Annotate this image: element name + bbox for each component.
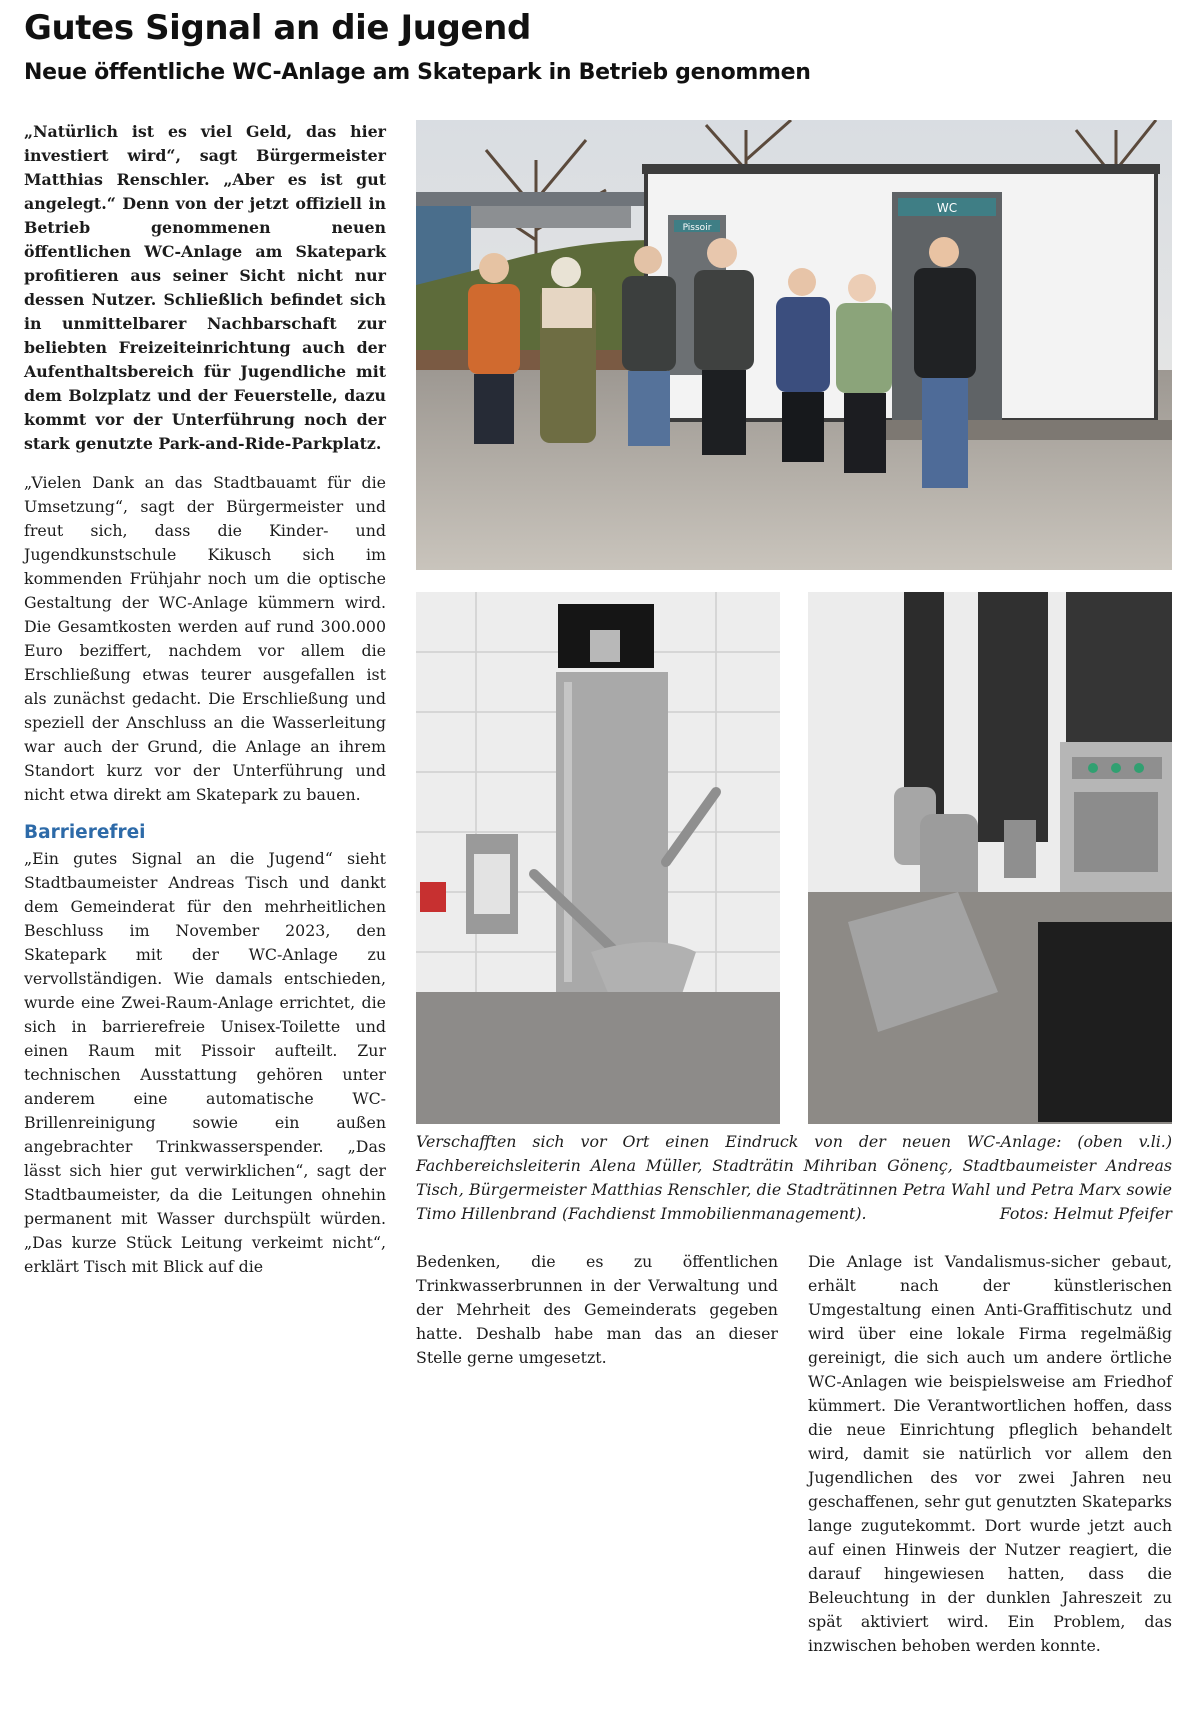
headline: Gutes Signal an die Jugend — [24, 8, 531, 48]
photo-caption — [416, 1130, 1172, 1226]
body-paragraph: Bedenken, die es zu öffentlichen Trinkwasserbrunnen in der Verwaltung und der Mehrheit des Gemeinderats gegeben hatte. Deshalb habe man das an dieser Stelle gerne umgesetzt. — [416, 1252, 778, 1367]
lead-paragraph: „Natürlich ist es viel Geld, das hier investiert wird“, sagt Bürgermeister Matthias Renschler. „Aber es ist gut angelegt.“ Denn von der jetzt offiziell in Betrieb genommenen neuen öffentlichen WC-Anlage am Skatepark profitieren aus seiner Sicht nicht nur dessen Nutzer. Schließlich befindet sich in unmittelbarer Nachbarschaft zur beliebten Freizeiteinrichtung auch der Aufenthaltsbereich für Jugendliche mit dem Bolzplatz und der Feuerstelle, dazu kommt vor der Unterführung noch der stark genutzte Park-and-Ride-Parkplatz. — [24, 122, 386, 453]
article-column-3 — [808, 1250, 1172, 1658]
body-paragraph: „Vielen Dank an das Stadtbauamt für die Umsetzung“, sagt der Bürgermeister und freut sich, dass die Kinder- und Jugendkunstschule Kikusch sich im kommenden Frühjahr noch um die optische Gestaltung der WC-Anlage kümmern wird. Die Gesamtkosten werden auf rund 300.000 Euro beziffert, nachdem vor allem die Erschließung etwas teurer ausgefallen ist als zunächst gedacht. Die Erschließung und speziell der Anschluss an die Wasserleitung war auch der Grund, die Anlage an ihrem Standort kurz vor der Unterführung und nicht etwa direkt am Skatepark zu bauen. — [24, 473, 386, 804]
photo-credit: Fotos: Helmut Pfeifer — [999, 1204, 1172, 1223]
body-paragraph: „Ein gutes Signal an die Jugend“ sieht Stadtbaumeister Andreas Tisch und dankt dem Gemeinderat für den mehrheitlichen Beschluss im November 2023, den Skatepark mit der WC-Anlage zu vervollständigen. Wie damals entschieden, wurde eine Zwei-Raum-Anlage errichtet, die sich in barrierefreie Unisex-Toilette und einen Raum mit Pissoir aufteilt. Zur technischen Ausstattung gehören unter anderem eine automatische WC-Brillenreinigung sowie ein außen angebrachter Trinkwasserspender. „Das lässt sich hier gut verwirklichen“, sagt der Stadtbaumeister, da die Leitungen ohnehin permanent mit Wasser durchspült würden. „Das kurze Stück Leitung verkeimt nicht“, erklärt Tisch mit Blick auf die — [24, 849, 386, 1276]
pissoir-photo — [808, 592, 1172, 1124]
sign-pissoir: Pissoir — [682, 223, 712, 233]
sign-wc: WC — [936, 201, 958, 215]
body-paragraph: Die Anlage ist Vandalismus-sicher gebaut, erhält nach der künstlerischen Umgestaltung einen Anti-Graffitischutz und wird über eine lokale Firma regelmäßig gereinigt, die sich auch um andere örtliche WC-Anlagen wie beispielsweise am Friedhof kümmert. Die Verantwortlichen hoffen, dass die neue Einrichtung pfleglich behandelt wird, damit sie natürlich vor allem den Jugendlichen des vor zwei Jahren neu geschaffenen, sehr gut genutzten Skateparks lange zugutekommt. Dort wurde jetzt auch auf einen Hinweis der Nutzer reagiert, die darauf hingewiesen hatten, dass die Beleuchtung in der dunklen Jahreszeit zu spät aktiviert wird. Ein Problem, das inzwischen behoben werden konnte. — [808, 1252, 1172, 1655]
toilet-photo — [416, 592, 780, 1124]
subheadline: Neue öffentliche WC-Anlage am Skatepark in Betrieb genommen — [24, 60, 811, 85]
article-column-2 — [416, 1250, 778, 1370]
caption-text: Verschafften sich vor Ort einen Eindruck von der neuen WC-Anlage: (oben v.li.) Fachbereichsleiterin Alena Müller, Stadträtin Mihriban Gönenç, Stadtbaumeister Andreas Tisch, Bürgermeister Matthias Renschler, die Stadträtinnen Petra Wahl und Petra Marx sowie Timo Hillenbrand (Fachdienst Immobilienmanagement). — [416, 1132, 1172, 1223]
article-column-1 — [24, 120, 386, 1279]
group-photo — [416, 120, 1172, 570]
section-heading: Barrierefrei — [24, 822, 146, 843]
